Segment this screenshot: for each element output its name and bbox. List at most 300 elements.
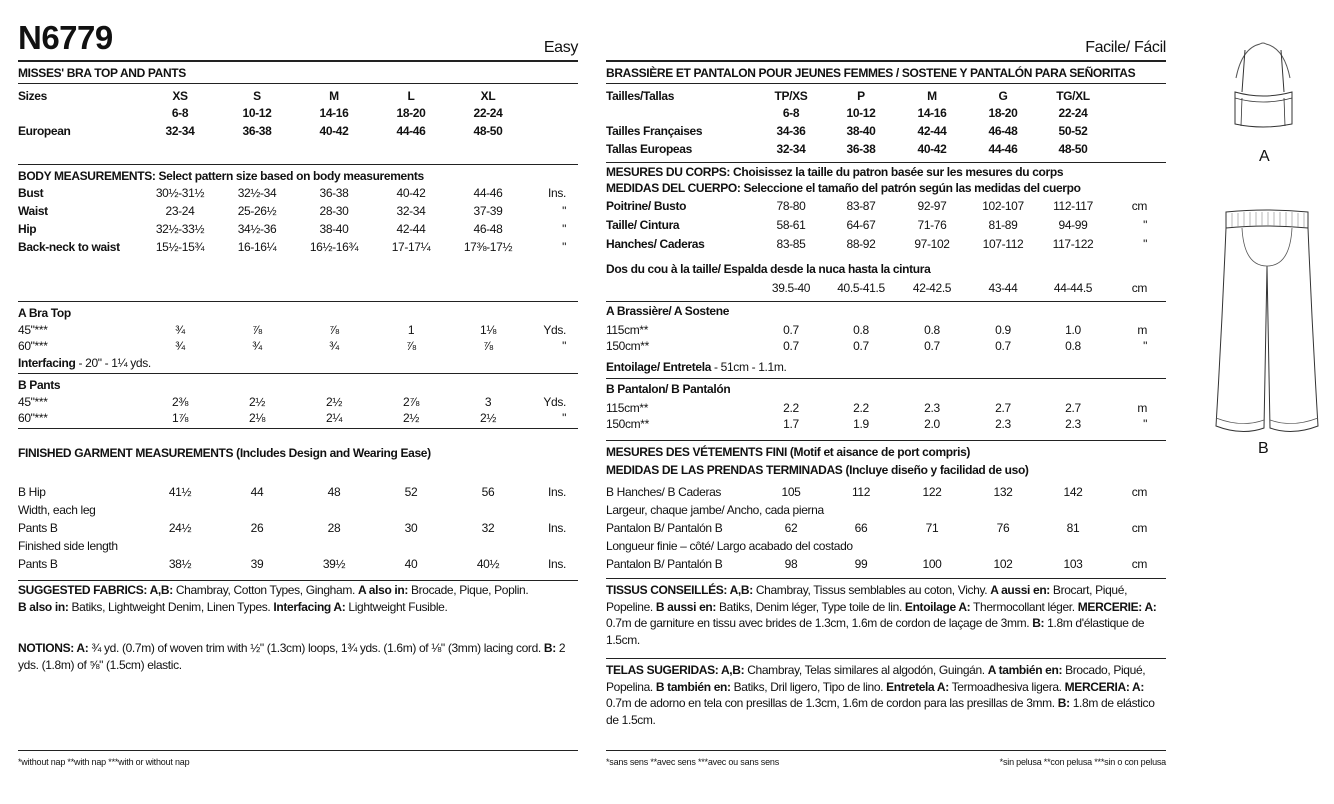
cell-value: 38½ [168,557,192,571]
cell-value: 40½ [476,557,500,571]
sizes-label: Tailles/Tallas [606,89,675,103]
yardage-row [18,338,578,354]
row-label: Bust [18,186,44,200]
notions-label: NOTIONS: A: [18,641,89,655]
finished-title-fr: MESURES DES VÉTEMENTS FINI (Motif et aisance de port compris) [606,445,971,459]
divider [18,428,578,429]
cell-value: 1⅛ [480,323,496,337]
european-size-row [606,141,1166,157]
cell-value: 107-112 [982,237,1024,251]
cell-value: 97-102 [914,237,950,251]
cell-value: 0.8 [853,323,869,337]
row-label: Pants B [18,557,58,571]
footnote-es: *sin pelusa **con pelusa ***sin o con pelusa [999,757,1166,767]
difficulty-label: Facile/ Fácil [1085,39,1166,56]
cell-value: 17-17¼ [391,240,431,254]
yardage-row [606,322,1166,338]
row-label: Tailles Françaises [606,124,703,138]
finished-width-label-row [18,502,578,518]
cell-value: 117-122 [1052,237,1094,251]
row-label: 115cm** [606,323,649,337]
notions-label: MERCERIA: A: [1064,679,1145,694]
body-row [18,185,578,201]
finished-width-row [18,520,578,536]
unit-label: " [562,339,566,353]
unit-label: " [1143,218,1147,232]
cell-value: 32 [481,521,495,535]
cell-value: 2½ [403,411,419,425]
fabrics-text: Batiks, Dril ligero, Tipo de lino. [730,679,887,694]
cell-value: 25-26½ [237,204,277,218]
notions-b-label: B: [1032,616,1045,630]
yardage-row [18,394,578,410]
row-label: 150cm** [606,339,649,353]
body-measurements-title-es: MEDIDAS DEL CUERPO: Seleccione el tamaño del patrón según las medidas del cuerpo [606,181,1081,195]
cell-value: 2⅞ [403,395,419,409]
cell-value: 112-117 [1053,199,1093,213]
cell-value: 39.5-40 [771,281,811,295]
fabrics-text: Lightweight Fusible. [345,599,448,614]
interfacing-line [18,356,151,370]
fabrics-notions-es [606,662,1166,728]
body-measurements-title-fr: MESURES DU CORPS: Choisissez la taille du patron basée sur les mesures du corps [606,165,1064,179]
yardage-row [606,338,1166,354]
row-label: 45"*** [18,323,48,337]
cell-value: 44-44.5 [1053,281,1093,295]
cell-value: G [998,89,1008,103]
cell-value: 6-8 [171,106,189,120]
cell-value: 36-38 [846,142,876,156]
cell-value: 30½-31½ [155,186,205,200]
unit-label: " [1143,417,1147,431]
unit-label: Ins. [548,557,566,571]
pants-sketch [1212,206,1322,442]
cell-value: 16-16¼ [237,240,277,254]
suggested-fabrics [18,582,578,615]
unit-label: Ins. [548,485,566,499]
cell-value: 112 [851,485,871,499]
cell-value: 46-48 [473,222,503,236]
divider [606,162,1166,163]
cell-value: 2¼ [326,411,342,425]
cell-value: 0.7 [853,339,869,353]
french-size-row [606,123,1166,139]
interfacing-value: - 51cm - 1.1m. [711,360,787,374]
divider [606,440,1166,441]
cell-value: 39½ [322,557,346,571]
cell-value: ⅞ [252,323,262,337]
cell-value: 2⅜ [172,395,188,409]
cell-value: XS [172,89,188,103]
fabrics-label: TELAS SUGERIDAS: A,B: [606,663,745,677]
cell-value: 0.7 [995,339,1011,353]
cell-value: 50-52 [1058,124,1088,138]
body-row [18,221,578,237]
cell-value: 83-85 [776,237,806,251]
cell-value: 100 [922,557,942,571]
unit-label: " [562,222,566,236]
cell-value: 2½ [326,395,342,409]
interfacing-label: Entoilage/ Entretela [606,360,712,374]
european-size-row [18,123,578,139]
cell-value: 52 [404,485,418,499]
pattern-number: N6779 [18,19,113,56]
fabrics-notions-fr [606,582,1166,648]
fabrics-b-label: B also in: [18,599,69,614]
cell-value: 40-42 [319,124,349,138]
notions-b-label: B: [1057,696,1070,710]
row-label: Waist [18,204,48,218]
notions-label: MERCERIE: A: [1077,599,1157,614]
unit-label: cm [1131,521,1147,535]
cell-value: 66 [854,521,868,535]
cell-value: 1 [407,323,415,337]
back-neck-values-row [606,280,1166,296]
cell-value: 30 [404,521,418,535]
cell-value: 40-42 [917,142,947,156]
fabrics-text: Chambray, Tissus semblables au coton, Vichy. [752,583,991,597]
cell-value: ¾ [175,339,185,353]
notions-text: 1.8m de elástico de 1.5cm. [606,696,1155,727]
cell-value: 0.9 [995,323,1011,337]
cell-value: 1.9 [853,417,869,431]
unit-label: " [1143,237,1147,251]
fabrics-text: Brocado, Piqué, Popelina. [606,663,1146,694]
cell-value: ⅞ [483,339,493,353]
fabrics-text: Brocart, Piqué, Popeline. [606,583,1128,614]
view-b-label: B [1258,440,1269,457]
bra-top-sketch [1208,36,1318,156]
cell-value: 40-42 [396,186,426,200]
interfacing-line [606,360,786,374]
cell-value: 37-39 [473,204,503,218]
row-label: Longueur finie – côté/ Largo acabado del costado [606,539,853,553]
unit-label: Yds. [543,395,566,409]
divider [606,83,1166,84]
cell-value: 2.2 [783,401,799,415]
unit-label: cm [1131,281,1147,295]
yardage-row [606,416,1166,432]
body-row [606,236,1166,252]
unit-label: Yds. [543,323,566,337]
cell-value: 2.7 [1065,401,1081,415]
notions-text: 2 yds. (1.8m) of ⅝" (1.5cm) elastic. [18,641,566,672]
fabrics-text: Batiks, Lightweight Denim, Linen Types. [68,599,274,614]
cell-value: 2⅛ [249,411,265,425]
divider [18,83,578,84]
cell-value: 2.3 [924,401,940,415]
cell-value: 10-12 [242,106,272,120]
size-letter-row [18,88,578,104]
yardage-row [18,410,578,426]
cell-value: 62 [784,521,798,535]
cell-value: 71-76 [917,218,947,232]
unit-label: cm [1131,485,1147,499]
fabrics-text: Thermocollant léger. [970,599,1078,614]
divider [18,373,578,374]
cell-value: 42-42.5 [912,281,952,295]
section-title: MISSES' BRA TOP AND PANTS [18,66,186,80]
finished-title-es: MEDIDAS DE LAS PRENDAS TERMINADAS (Incluye diseño y facilidad de uso) [606,463,1029,477]
cell-value: XL [480,89,496,103]
cell-value: 14-16 [319,106,349,120]
cell-value: 98 [784,557,798,571]
cell-value: 44-46 [988,142,1018,156]
notions [18,640,578,673]
cell-value: 2.3 [995,417,1011,431]
cell-value: 32-34 [776,142,806,156]
cell-value: 36-38 [242,124,272,138]
fabrics-a-label: A also in: [357,583,409,597]
fabrics-text: Batiks, Denim léger, Type toile de lin. [716,599,905,614]
cell-value: 10-12 [846,106,876,120]
cell-value: 32-34 [165,124,195,138]
view-a-label: A [1259,148,1270,165]
cell-value: ¾ [252,339,262,353]
notions-text: 0.7m de adorno en tela con presillas de 1.3cm, 1.6m de cordon para las presillas de 3mm. [606,696,1058,710]
row-label: Largeur, chaque jambe/ Ancho, cada pierna [606,503,824,517]
cell-value: 18-20 [988,106,1018,120]
row-label: Taille/ Cintura [606,218,680,232]
cell-value: 42-44 [396,222,426,236]
size-letter-row [606,88,1166,104]
cell-value: 28-30 [319,204,349,218]
row-label: B Hanches/ B Caderas [606,485,722,499]
cell-value: 32-34 [396,204,426,218]
finished-width-row [606,520,1166,536]
cell-value: ⅞ [406,339,416,353]
cell-value: 32½-33½ [155,222,205,236]
notions-b-label: B: [543,641,556,655]
row-label: 60"*** [18,339,48,353]
cell-value: 40 [404,557,418,571]
cell-value: 39 [250,557,264,571]
cell-value: 26 [250,521,264,535]
cell-value: 22-24 [1058,106,1088,120]
cell-value: 0.8 [924,323,940,337]
yardage-row [18,322,578,338]
section-title: BRASSIÈRE ET PANTALON POUR JEUNES FEMMES / SOSTENE Y PANTALÓN PARA SEÑORITAS [606,66,1136,80]
fabrics-b-label: B aussi en: [655,599,717,614]
cell-value: ⅞ [329,323,339,337]
cell-value: M [927,89,937,103]
finished-length-label-row [606,538,1166,554]
cell-value: L [407,89,415,103]
cell-value: 2.0 [924,417,940,431]
body-row [606,198,1166,214]
cell-value: 0.8 [1065,339,1081,353]
row-label: Poitrine/ Busto [606,199,687,213]
cell-value: 76 [996,521,1010,535]
cell-value: M [329,89,339,103]
row-label: Width, each leg [18,503,96,517]
pants-title: B Pantalon/ B Pantalón [606,382,731,396]
fabrics-text: Termoadhesiva ligera. [948,679,1065,694]
cell-value: 36-38 [319,186,349,200]
footnote: *without nap **with nap ***with or without nap [18,757,190,767]
cell-value: 81-89 [988,218,1018,232]
cell-value: 2½ [249,395,265,409]
unit-label: cm [1131,199,1147,213]
body-row [606,217,1166,233]
cell-value: 44 [250,485,264,499]
row-label: Hanches/ Caderas [606,237,705,251]
interfacing-value: - 20" - 1¼ yds. [75,356,151,370]
cell-value: 0.7 [783,339,799,353]
divider [606,750,1166,751]
fabrics-text: Brocade, Pique, Poplin. [408,583,529,597]
cell-value: 38-40 [846,124,876,138]
cell-value: 88-92 [846,237,876,251]
row-label: 45"*** [18,395,48,409]
cell-value: 34½-36 [237,222,277,236]
cell-value: 18-20 [396,106,426,120]
cell-value: 58-61 [776,218,806,232]
cell-value: 122 [922,485,942,499]
cell-value: 99 [854,557,868,571]
fabrics-interfacing-label: Entretela A: [886,679,949,694]
cell-value: P [857,89,865,103]
cell-value: 34-36 [776,124,806,138]
cell-value: TP/XS [774,89,808,103]
unit-label: " [562,240,566,254]
divider [18,164,578,165]
cell-value: 1.0 [1065,323,1081,337]
row-label: Pants B [18,521,58,535]
row-label: Tallas Europeas [606,142,692,156]
cell-value: 40.5-41.5 [837,281,885,295]
cell-value: 92-97 [917,199,947,213]
cell-value: 64-67 [846,218,876,232]
size-number-row [18,105,578,121]
cell-value: 56 [481,485,495,499]
cell-value: 103 [1063,557,1083,571]
cell-value: 44-46 [473,186,503,200]
cell-value: 2.2 [853,401,869,415]
unit-label: m [1137,401,1147,415]
cell-value: ¾ [329,339,339,353]
cell-value: 42-44 [917,124,947,138]
cell-value: 78-80 [776,199,806,213]
body-row [18,239,578,255]
cell-value: 46-48 [988,124,1018,138]
cell-value: TG/XL [1056,89,1090,103]
cell-value: 6-8 [782,106,800,120]
yardage-row [606,400,1166,416]
finished-measurements-title: FINISHED GARMENT MEASUREMENTS (Includes Design and Wearing Ease) [18,446,431,460]
unit-label: m [1137,323,1147,337]
cell-value: 43-44 [988,281,1018,295]
row-label: European [18,124,71,138]
notions-text: ¾ yd. (0.7m) of woven trim with ½" (1.3cm) loops, 1¾ yds. (1.6m) of ⅛" (3mm) lacing cord. [88,641,544,655]
cell-value: 3 [484,395,492,409]
notions-text: 0.7m de garniture en tissu avec brides de 1.3cm, 1.6m de cordon de laçage de 3mm. [606,616,1033,630]
cell-value: 28 [327,521,341,535]
divider [606,658,1166,659]
size-number-row [606,105,1166,121]
cell-value: 105 [781,485,801,499]
divider [606,301,1166,302]
fabrics-a-label: A aussi en: [990,583,1050,597]
cell-value: 132 [993,485,1013,499]
cell-value: 0.7 [783,323,799,337]
unit-label: Ins. [548,186,566,200]
cell-value: 2½ [480,411,496,425]
row-label: Finished side length [18,539,118,553]
divider [18,580,578,581]
cell-value: 16½-16¾ [309,240,359,254]
divider [18,301,578,302]
unit-label: Ins. [548,521,566,535]
fabrics-label: SUGGESTED FABRICS: A,B: [18,583,173,597]
body-row [18,203,578,219]
cell-value: 2.7 [995,401,1011,415]
fabrics-b-label: B también en: [655,679,731,694]
cell-value: 81 [1066,521,1080,535]
cell-value: 22-24 [473,106,503,120]
fabrics-text: Chambray, Telas similares al algodón, Guingán. [744,663,988,677]
bra-top-title: A Brassière/ A Sostene [606,304,730,318]
row-label: 115cm** [606,401,649,415]
cell-value: 71 [925,521,939,535]
cell-value: S [253,89,261,103]
cell-value: 14-16 [917,106,947,120]
pants-title: B Pants [18,378,61,392]
row-label: Pantalon B/ Pantalón B [606,557,723,571]
cell-value: 44-46 [396,124,426,138]
notions-text: 1.8m d'élastique de 1.5cm. [606,616,1145,647]
cell-value: 41½ [168,485,192,499]
row-label: Pantalon B/ Pantalón B [606,521,723,535]
divider [606,60,1166,62]
cell-value: 48-50 [1058,142,1088,156]
cell-value: 38-40 [319,222,349,236]
cell-value: 102-107 [982,199,1024,213]
row-label: 150cm** [606,417,649,431]
row-label: B Hip [18,485,46,499]
cell-value: 1.7 [783,417,799,431]
cell-value: 24½ [168,521,192,535]
cell-value: 0.7 [924,339,940,353]
row-label: 60"*** [18,411,48,425]
divider [606,378,1166,379]
cell-value: 102 [993,557,1013,571]
row-label: Hip [18,222,37,236]
difficulty-label: Easy [543,39,578,56]
unit-label: " [1143,339,1147,353]
cell-value: 83-87 [846,199,876,213]
cell-value: 32½-34 [237,186,277,200]
fabrics-interfacing-label: Entoilage A: [904,599,971,614]
cell-value: 1⅞ [172,411,188,425]
fabrics-label: TISSUS CONSEILLÉS: A,B: [606,583,753,597]
divider [18,60,578,62]
fabrics-a-label: A también en: [987,663,1063,677]
cell-value: ¾ [175,323,185,337]
cell-value: 48 [327,485,341,499]
fabrics-text: Chambray, Cotton Types, Gingham. [172,583,358,597]
finished-length-row [18,556,578,572]
divider [18,750,578,751]
bra-top-title: A Bra Top [18,306,71,320]
finished-width-label-row [606,502,1166,518]
finished-hip-row [18,484,578,500]
cell-value: 2.3 [1065,417,1081,431]
unit-label: cm [1131,557,1147,571]
cell-value: 17⅜-17½ [463,240,513,254]
unit-label: " [562,411,566,425]
row-label: Back-neck to waist [18,240,120,254]
